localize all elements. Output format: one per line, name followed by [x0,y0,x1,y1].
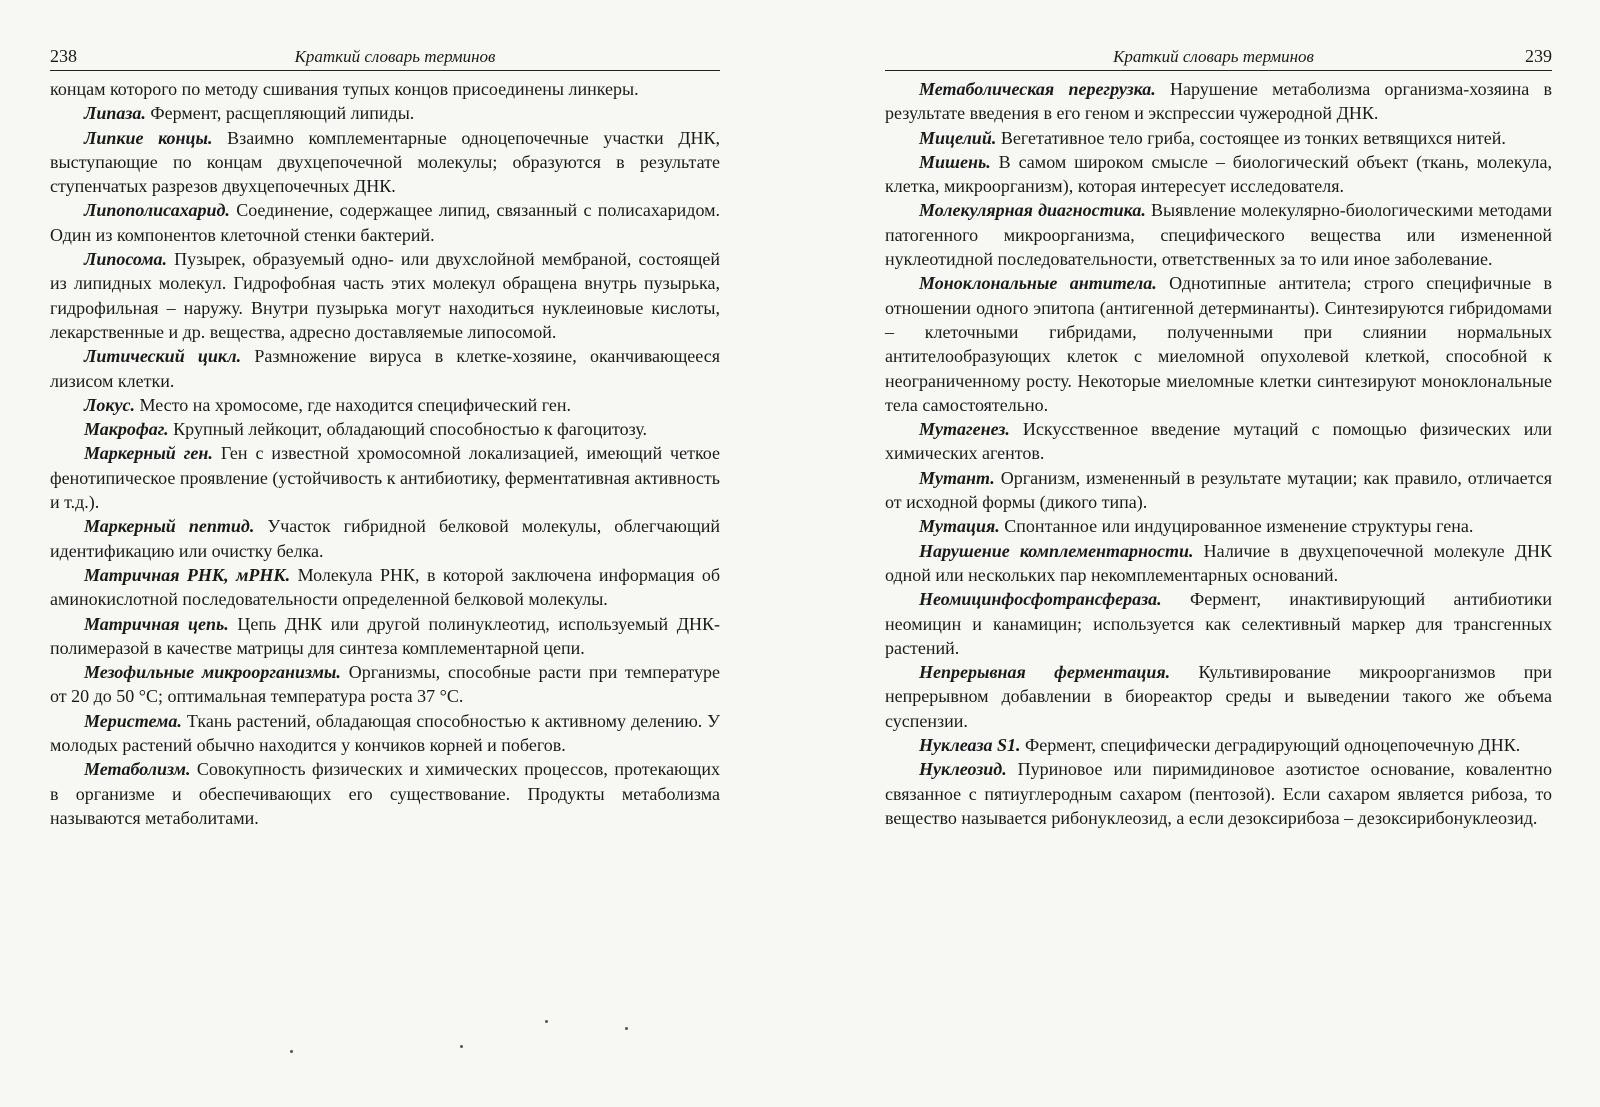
glossary-entry [885,660,1552,733]
glossary-term: Молекулярная диагностика. [919,200,1146,221]
glossary-entry [885,757,1552,830]
glossary-entry [50,198,720,247]
glossary-definition: Ген с известной хромосомной локализацией, имеющий четкое фенотипическое проявление (устойчивость к антибиотику, ферментативная активность и т.д.). [50,443,720,513]
glossary-definition: Соединение, содержащее липид, связанный с полисахаридом. Один из компонентов клеточной стенки бактерий. [50,200,720,245]
glossary-definition: Цепь ДНК или другой полинуклеотид, используемый ДНК-полимеразой в качестве матрицы для синтеза комплементарной цепи. [50,613,721,658]
glossary-definition: Совокупность физических и химических процессов, протекающих в организме и обеспечивающих его существование. Продукты метаболизма называются метаболитами. [50,759,720,828]
glossary-term: Метаболизм. [84,759,191,780]
glossary-term: Литический цикл. [84,346,242,367]
running-head-right [885,44,1552,71]
glossary-entry [50,77,720,101]
running-head-left [50,44,720,71]
scan-speck [625,1027,628,1030]
glossary-term: Нарушение комплементарности. [919,540,1194,561]
glossary-definition: Участок гибридной белковой молекулы, облегчающий идентификацию или очистку белка. [50,516,720,561]
glossary-definition: Спонтанное или индуцированное изменение структуры гена. [999,516,1474,537]
glossary-entry [885,417,1552,466]
glossary-entry [885,198,1552,271]
glossary-definition: Фермент, специфически деградирующий одноцепочечную ДНК. [1020,735,1521,756]
running-title-right: Краткий словарь терминов [1113,47,1314,66]
glossary-definition: Культивирование микроорганизмов при непрерывном добавлении в биореактор среды и выведении такого же объема суспензии. [885,662,1553,731]
glossary-entry [885,733,1552,757]
left-page [50,44,720,830]
glossary-definition: Ткань растений, обладающая способностью к активному делению. У молодых растений обычно находится у кончиков корней и побегов. [50,710,720,756]
glossary-entry [885,77,1552,126]
page-number-right: 239 [1525,46,1552,66]
glossary-term: Локус. [84,394,135,415]
glossary-entry [50,247,720,344]
glossary-entry [50,660,720,709]
glossary-definition: Организм, измененный в результате мутации; как правило, отличается от исходной формы (дикого типа). [885,467,1552,513]
glossary-term: Маркерный пептид. [84,516,255,537]
glossary-definition: Фермент, расщепляющий липиды. [145,103,415,124]
glossary-definition: В самом широком смысле – биологический объект (ткань, молекула, клетка, микроорганизм), которая интересует исследователя. [885,151,1552,197]
glossary-term: Липосома. [84,249,168,270]
glossary-term: Моноклональные антитела. [919,273,1157,294]
glossary-term: Мутагенез. [919,419,1010,440]
glossary-entry [50,393,720,417]
glossary-entry [50,101,720,125]
glossary-entry [885,271,1552,417]
glossary-term: Метаболическая перегрузка. [919,79,1156,99]
glossary-term: Нуклеаза S1. [919,735,1021,756]
glossary-entry [50,757,720,830]
glossary-term: Макрофаг. [84,419,169,440]
glossary-term: Непрерывная ферментация. [919,662,1171,683]
scan-speck [545,1020,548,1023]
glossary-entry [885,514,1552,538]
glossary-term: Мицелий. [919,127,997,148]
glossary-definition: Фермент, инактивирующий антибиотики неомицин и канамицин; используется как селективный маркер для трансгенных растений. [885,589,1552,658]
glossary-entry [885,539,1552,588]
glossary-definition: Размножение вируса в клетке-хозяине, оканчивающееся лизисом клетки. [50,346,720,391]
glossary-definition: Искусственное введение мутаций с помощью физических или химических агентов. [885,419,1552,464]
page-number-left: 238 [50,46,77,66]
glossary-definition: Крупный лейкоцит, обладающий способностью к фагоцитозу. [168,419,648,440]
scan-speck [460,1045,463,1048]
glossary-entry [885,587,1552,660]
glossary-term: Мишень. [919,151,991,172]
glossary-definition: Вегетативное тело гриба, состоящее из тонких ветвящихся нитей. [996,127,1506,148]
glossary-entry [50,441,720,514]
running-title-left: Краткий словарь терминов [294,47,496,66]
glossary-definition: Место на хромосоме, где находится специфический ген. [134,394,572,415]
glossary-entry [885,150,1552,199]
glossary-term: Неомицинфосфотрансфераза. [919,589,1162,610]
scan-speck [290,1050,293,1053]
glossary-definition: Пуриновое или пиримидиновое азотистое основание, ковалентно связанное с пятиуглеродным сахаром (пентозой). Если сахаром является рибоза, то вещество называется рибонуклеозид, а если дезоксирибоза – дезоксирибонуклеозид. [885,759,1552,828]
glossary-term: Мутант. [919,467,995,488]
glossary-definition: Молекула РНК, в которой заключена информация об аминокислотной последовательности определенной белковой молекулы. [50,564,720,610]
right-page-body [885,77,1552,830]
glossary-entry [50,126,720,199]
right-page [885,44,1552,830]
glossary-definition: Нарушение метаболизма организма-хозяина в результате введения в его геном и экспрессии чужеродной ДНК. [885,79,1552,124]
glossary-entry [50,514,720,563]
glossary-term: Матричная РНК, мРНК. [84,564,291,585]
glossary-entry [50,612,720,661]
glossary-definition: Пузырек, образуемый одно- или двухслойной мембраной, состоящей из липидных молекул. Гидрофобная часть этих молекул обращена внутрь пузырька, гидрофильная – наружу. Внутри пузырька могут находиться нуклеиновые кислоты, лекарственные и др. вещества, адресно доставляемые липосомой. [50,249,720,342]
glossary-definition: Организмы, способные расти при температуре от 20 до 50 °С; оптимальная температура роста 37 °С. [50,662,720,707]
glossary-term: Липкие концы. [84,127,213,148]
glossary-term: Липополисахарид. [84,200,230,221]
glossary-definition: концам которого по методу сшивания тупых концов присоединены линкеры. [50,79,639,99]
glossary-entry [885,126,1552,150]
glossary-term: Нуклеозид. [919,759,1007,780]
glossary-entry [885,466,1552,515]
glossary-definition: Однотипные антитела; строго специфичные в отношении одного эпитопа (антигенной детерминанты). Синтезируются гибридомами – клеточными гибридами, полученными при слиянии нормальных антителообразующих клеток с миеломной опухолевой клеткой, способной к неограниченному росту. Некоторые миеломные клетки синтезируют моноклональные тела самостоятельно. [885,273,1552,415]
glossary-entry [50,709,720,758]
glossary-term: Мутация. [919,516,1000,537]
glossary-term: Мезофильные микроорганизмы. [84,662,341,683]
glossary-term: Матричная цепь. [84,613,229,634]
left-page-body [50,77,720,830]
glossary-entry [50,563,720,612]
glossary-entry [50,344,720,393]
glossary-definition: Выявление молекулярно-биологическими методами патогенного микроорганизма, специфического вещества или измененной нуклеотидной последовательности, ответственных за то или иное заболевание. [885,200,1552,270]
glossary-term: Липаза. [84,103,146,124]
glossary-definition: Взаимно комплементарные одноцепочечные участки ДНК, выступающие по концам двухцепочечной молекулы; образуются в результате ступенчатых разрезов двухцепочечных ДНК. [50,127,720,197]
glossary-term: Маркерный ген. [84,443,213,464]
glossary-definition: Наличие в двухцепочечной молекуле ДНК одной или нескольких пар некомплементарных оснований. [885,540,1552,585]
glossary-term: Меристема. [84,710,182,731]
glossary-entry [50,417,720,441]
